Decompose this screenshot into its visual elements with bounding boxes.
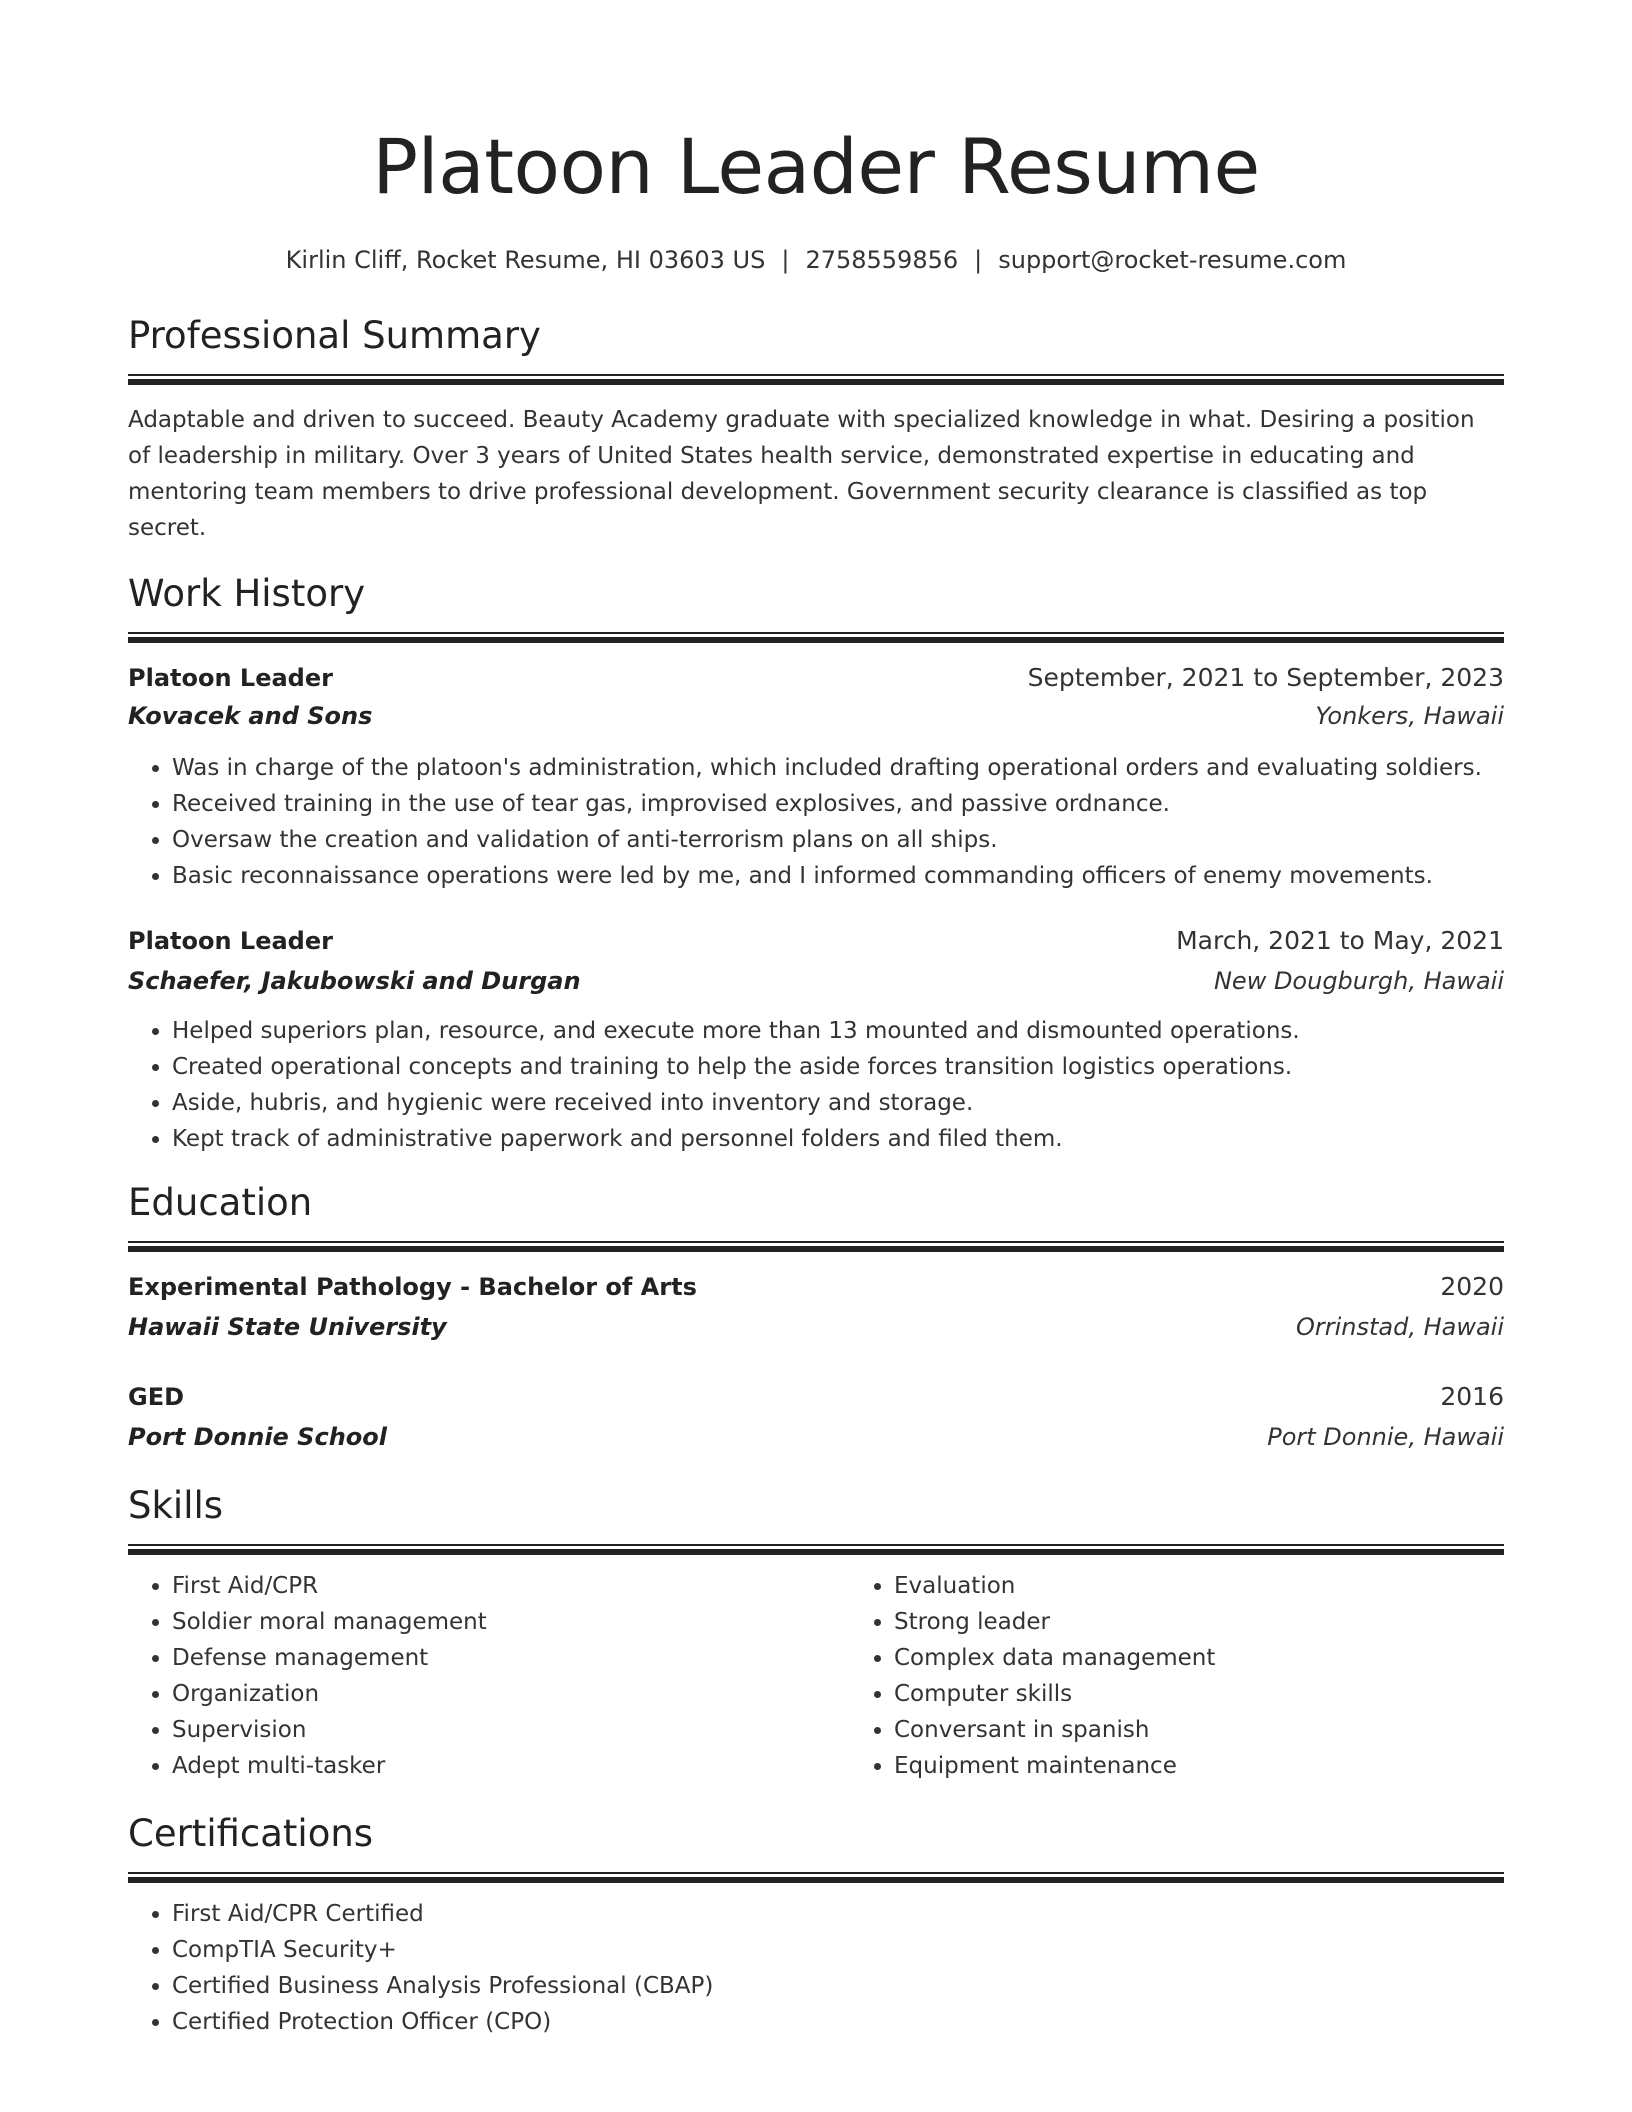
contact-separator: | — [974, 246, 983, 274]
education-school-row — [128, 1308, 1504, 1346]
job-title: Platoon Leader — [128, 664, 333, 692]
section-heading-skills: Skills — [128, 1484, 224, 1527]
list-item: • Organization — [172, 1676, 850, 1712]
list-item: • Adept multi-tasker — [172, 1748, 850, 1784]
list-item: • Conversant in spanish — [894, 1712, 1572, 1748]
education-degree: Experimental Pathology - Bachelor of Arts — [128, 1273, 697, 1301]
education-school: Hawaii State University — [128, 1313, 447, 1341]
list-item: • Basic reconnaissance operations were led by me, and I informed commanding officers of enemy movements. — [172, 858, 1504, 894]
summary-text: Adaptable and driven to succeed. Beauty Academy graduate with specialized knowledge in what. Desiring a position of leadership in military. Over 3 years of United States health service, demonstrated expertise in educating and mentoring team members to drive professional development. Government security clearance is classified as top secret. — [128, 407, 1475, 541]
job-entry — [128, 659, 1504, 894]
list-item: • Evaluation — [894, 1568, 1572, 1604]
contact-address: Kirlin Cliff, Rocket Resume, HI 03603 US — [285, 246, 766, 274]
job-location: New Dougburgh, Hawaii — [1213, 967, 1504, 995]
list-item: • Aside, hubris, and hygienic were received into inventory and storage. — [172, 1085, 1504, 1121]
education-location: Orrinstad, Hawaii — [1295, 1313, 1504, 1341]
resume-page — [128, 0, 1504, 2040]
education-entry — [128, 1268, 1504, 1346]
education-degree-row — [128, 1378, 1504, 1416]
job-title: Platoon Leader — [128, 927, 333, 955]
list-item: • Was in charge of the platoon's administration, which included drafting operational orders and evaluating soldiers. — [172, 750, 1504, 786]
education-degree-row — [128, 1268, 1504, 1306]
list-item: • Received training in the use of tear gas, improvised explosives, and passive ordnance. — [172, 786, 1504, 822]
list-item: • Equipment maintenance — [894, 1748, 1572, 1784]
contact-separator: | — [781, 246, 790, 274]
education-school: Port Donnie School — [128, 1423, 387, 1451]
list-item: • Created operational concepts and training to help the aside forces transition logistics operations. — [172, 1049, 1504, 1085]
section-divider — [128, 632, 1504, 643]
job-dates: March, 2021 to May, 2021 — [1176, 926, 1504, 955]
job-bullets — [128, 1013, 1504, 1157]
list-item: • CompTIA Security+ — [172, 1932, 1504, 1968]
education-degree: GED — [128, 1383, 185, 1411]
skills-section — [128, 1482, 1504, 1784]
section-heading-summary: Professional Summary — [128, 314, 541, 357]
list-item: • Computer skills — [894, 1676, 1572, 1712]
section-heading-certifications: Certifications — [128, 1812, 374, 1855]
list-item: • Defense management — [172, 1640, 850, 1676]
certifications-list — [128, 1896, 1504, 2040]
list-item: • Certified Business Analysis Professional (CBAP) — [172, 1968, 1504, 2004]
education-entry — [128, 1378, 1504, 1456]
section-heading-work-history: Work History — [128, 572, 366, 615]
list-item: • Certified Protection Officer (CPO) — [172, 2004, 1504, 2040]
job-company-row — [128, 962, 1504, 1000]
education-year: 2020 — [1440, 1272, 1504, 1301]
job-location: Yonkers, Hawaii — [1315, 702, 1504, 730]
education-location: Port Donnie, Hawaii — [1267, 1423, 1504, 1451]
section-heading-education: Education — [128, 1181, 313, 1224]
contact-email: support@rocket-resume.com — [998, 246, 1347, 274]
list-item: • Oversaw the creation and validation of anti-terrorism plans on all ships. — [172, 822, 1504, 858]
list-item: • First Aid/CPR — [172, 1568, 850, 1604]
summary-section — [128, 312, 1504, 546]
list-item: • Strong leader — [894, 1604, 1572, 1640]
list-item: • Helped superiors plan, resource, and execute more than 13 mounted and dismounted operations. — [172, 1013, 1504, 1049]
section-divider — [128, 1544, 1504, 1555]
section-divider — [128, 1872, 1504, 1883]
list-item: • Supervision — [172, 1712, 850, 1748]
section-divider — [128, 374, 1504, 385]
list-item: • Kept track of administrative paperwork and personnel folders and filed them. — [172, 1121, 1504, 1157]
contact-line — [128, 242, 1504, 278]
job-header-row — [128, 659, 1504, 697]
contact-phone: 2758559856 — [805, 246, 959, 274]
skills-columns — [128, 1568, 1504, 1784]
education-year: 2016 — [1440, 1382, 1504, 1411]
certifications-section — [128, 1810, 1504, 2040]
job-company: Schaefer, Jakubowski and Durgan — [128, 967, 581, 995]
resume-title: Platoon Leader Resume — [372, 122, 1260, 211]
skills-list-right — [850, 1568, 1572, 1784]
job-entry — [128, 922, 1504, 1157]
job-dates: September, 2021 to September, 2023 — [1027, 663, 1504, 692]
job-bullets — [128, 750, 1504, 894]
education-school-row — [128, 1418, 1504, 1456]
section-divider — [128, 1241, 1504, 1252]
list-item: • Soldier moral management — [172, 1604, 850, 1640]
list-item: • Complex data management — [894, 1640, 1572, 1676]
job-company-row — [128, 697, 1504, 735]
job-header-row — [128, 922, 1504, 960]
job-company: Kovacek and Sons — [128, 702, 373, 730]
skills-list-left — [128, 1568, 850, 1784]
list-item: • First Aid/CPR Certified — [172, 1896, 1504, 1932]
education-section — [128, 1179, 1504, 1456]
work-history-section — [128, 570, 1504, 1157]
